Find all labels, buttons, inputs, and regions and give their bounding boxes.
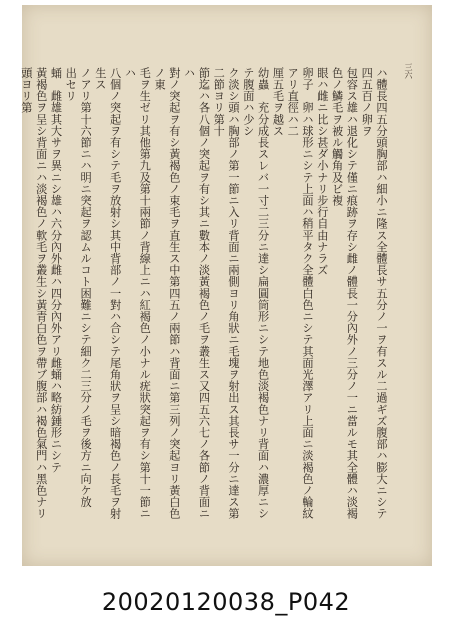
text-column: 出セリ <box>64 67 78 102</box>
image-caption: 20020120038_P042 <box>101 588 351 616</box>
text-column: ノアリ第十六節ニハ明ニ突起ヲ認ムルコト困難ニシテ細ク二三分ノ毛ヲ後方ニ向ケ放 <box>79 67 93 508</box>
text-column: 蛹 雌雄其大サヲ異ニシ雄ハ六分內外雌ハ四分內外アリ雌蛹ハ略紡錘形ニシテ <box>49 67 63 473</box>
text-column: 包容ス雄ハ退化シテ僅ニ痕跡ヲ存シ雌ノ體長一分內外ノ三分ノ一ニ當ルモ其全體ハ淡褐色ノ鱗毛ヲ被ル觸角及ビ複 <box>330 67 359 520</box>
text-column: 節迄ハ各八個ノ突起ヲ有シ其ニ數本ノ淡黃褐色ノ毛ヲ叢生ス又四五六七ノ各節ノ背面ニハ <box>182 67 211 520</box>
text-column: 幼蟲 充分成長スレバ一寸二三分ニ達シ扁圓筒形ニシテ地色淡褐色ナリ背面ハ濃厚ニシテ腹面ハ少シ <box>241 67 270 520</box>
body-text <box>19 67 388 527</box>
text-column: 厘五毛ヲ越ス <box>271 67 285 137</box>
text-column: 對ノ突起ヲ有シ黃褐色ノ束毛ヲ直生ス中第四五ノ兩節ハ背面ニ第三列ノ突起ヨリ黃白色ノ東 <box>153 67 181 520</box>
text-column: 眼ハ雌ニ比シ甚ダ小ナリ步行自由ナラズ <box>315 67 329 276</box>
text-column: 八個ノ突起ヲ有シテ毛ヲ放射シ其中背部ノ一對ハ合シテ尾角狀ヲ呈シ暗褐色ノ長毛ヲ射生ス <box>93 67 122 520</box>
text-column: 卵子 卵ハ球形ニシテ上面ハ稍平タク全體白色ニシテ其面光澤アリ上面ニ淡褐色ノ輪紋アリ直徑ハ二 <box>286 67 315 520</box>
book-page <box>19 5 432 566</box>
page-number: 三六 <box>404 63 413 79</box>
text-column: ハ體長四五分頭胸部ハ細小ニ隆ス全體長サ五分ノ一ヲ有スル二過ギズ腹部ハ膨大ニシテ四五百ノ卵ヲ <box>360 67 388 520</box>
text-column: 黃褐色ヲ呈シ背面ニハ淡褐色ノ軟毛ヲ叢生シ黃青白色ヲ帶ブ腹部ハ褐色氣門ハ黑色ナリ頭ヨリ第 <box>19 67 48 520</box>
text-column: 毛ヲ生ゼリ其他第九及第十兩節ノ背線上ニハ紅褐色ノ小ナル疣狀突起ヲ有シ第十一節ニハ <box>123 67 152 520</box>
text-column: ク淡シ頭ハ胸部ノ第一節ニ入リ背面ニ兩側ヨリ角狀ニ毛塊ヲ射出ス其長サ一分ニ達ス第二節ヨリ第十 <box>212 67 241 520</box>
